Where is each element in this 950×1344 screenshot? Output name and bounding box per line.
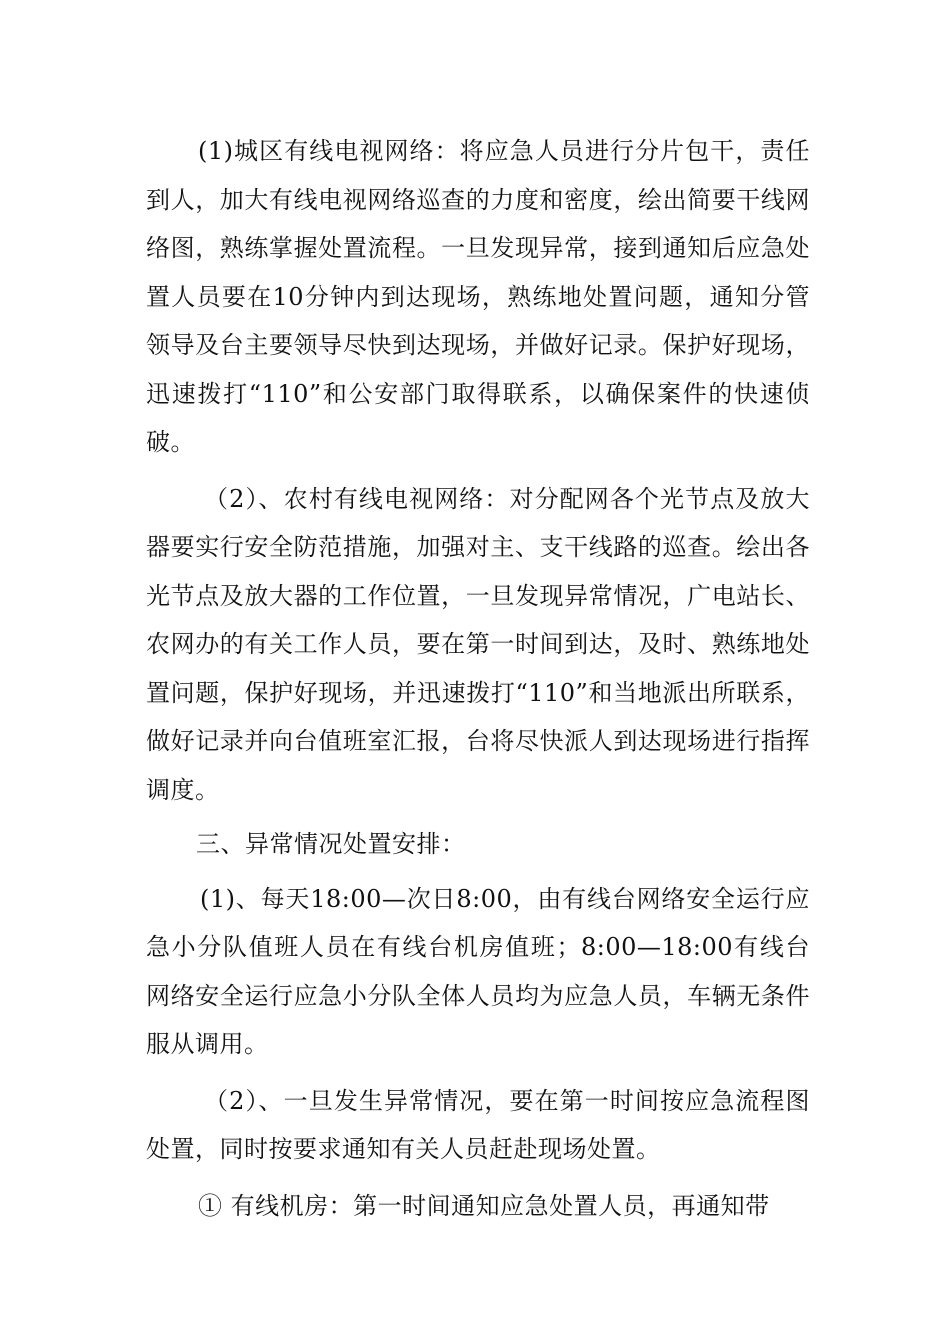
paragraph-emergency-procedure: （2）、一旦发生异常情况，要在第一时间按应急流程图处置，同时按要求通知有关人员赶赴现场处置。: [146, 1086, 810, 1163]
paragraph-urban-network: (1)城区有线电视网络：将应急人员进行分片包干，责任到人，加大有线电视网络巡查的力度和密度，绘出简要干线网络图，熟练掌握处置流程。一旦发现异常，接到通知后应急处置人员要在10分钟内到达现场，熟练地处置问题，通知分管领导及台主要领导尽快到达现场，并做好记录。保护好现场，迅速拨打“110”和公安部门取得联系，以确保案件的快速侦破。: [146, 137, 810, 456]
paragraph-rural-network: （2）、农村有线电视网络：对分配网各个光节点及放大器要实行安全防范措施，加强对主、支干线路的巡查。绘出各光节点及放大器的工作位置，一旦发现异常情况，广电站长、农网办的有关工作人员，要在第一时间到达，及时、熟练地处置问题，保护好现场，并迅速拨打“110”和当地派出所联系，做好记录并向台值班室汇报，台将尽快派人到达现场进行指挥调度。: [146, 484, 810, 804]
paragraph-duty-schedule: (1)、每天18:00—次日8:00，由有线台网络安全运行应急小分队值班人员在有线台机房值班；8:00—18:00有线台网络安全运行应急小分队全体人员均为应急人员，车辆无条件服从调用。: [146, 884, 810, 1058]
section-heading-abnormal-handling: 三、异常情况处置安排：: [196, 830, 466, 858]
document-body: [146, 127, 810, 1230]
paragraph-machine-room: ① 有线机房：第一时间通知应急处置人员，再通知带: [198, 1191, 770, 1220]
